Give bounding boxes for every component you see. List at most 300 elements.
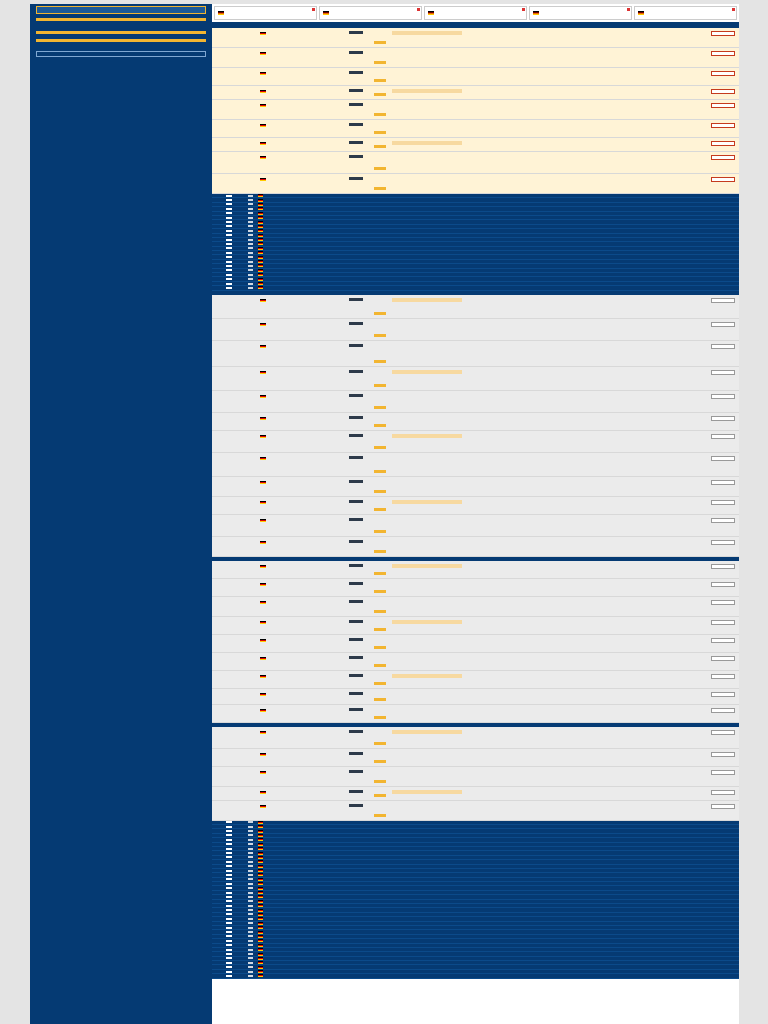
flag-icon (258, 922, 263, 925)
flag-icon (260, 675, 266, 678)
flag-icon (258, 830, 263, 833)
tip-badge (374, 716, 386, 719)
match-row[interactable] (212, 295, 739, 319)
count-badge (226, 909, 232, 911)
flag-icon (258, 944, 263, 947)
count-badge (226, 843, 232, 845)
flag-icon (258, 953, 263, 956)
bet-button[interactable] (711, 752, 735, 757)
count-badge (248, 199, 253, 201)
flag-icon (258, 838, 263, 841)
bet-button[interactable] (711, 177, 735, 182)
count-badge (226, 217, 232, 219)
match-row[interactable] (212, 120, 739, 138)
flag-icon (260, 90, 266, 93)
match-badge (349, 804, 363, 807)
match-row[interactable] (212, 671, 739, 689)
flag-icon (260, 299, 266, 302)
count-badge (226, 283, 232, 285)
match-row[interactable] (212, 477, 739, 497)
flag-icon (258, 273, 263, 276)
flag-icon (260, 583, 266, 586)
flag-icon (260, 791, 266, 794)
tip-badge (374, 742, 386, 745)
count-badge (248, 971, 253, 973)
flag-icon (260, 178, 266, 181)
tip-badge (374, 312, 386, 315)
bet-button[interactable] (711, 730, 735, 735)
flag-icon (258, 251, 263, 254)
count-badge (226, 878, 232, 880)
flag-icon (260, 371, 266, 374)
count-badge (248, 243, 253, 245)
flag-icon (260, 104, 266, 107)
flag-icon (258, 212, 263, 215)
match-row[interactable] (212, 689, 739, 705)
count-badge (248, 905, 253, 907)
count-badge (226, 896, 232, 898)
tip-badge (374, 187, 386, 190)
tip-badge (374, 424, 386, 427)
match-badge (349, 656, 363, 659)
count-badge (248, 239, 253, 241)
tip-badge (374, 93, 386, 96)
count-badge (226, 892, 232, 894)
flag-icon (258, 904, 263, 907)
flag-icon (258, 948, 263, 951)
match-row[interactable] (212, 561, 739, 579)
match-badge (349, 434, 363, 437)
flag-icon (258, 843, 263, 846)
count-badge (248, 225, 253, 227)
count-badge (226, 287, 232, 289)
flag-icon (258, 264, 263, 267)
match-badge (349, 708, 363, 711)
match-row[interactable] (212, 767, 739, 787)
bet-button[interactable] (711, 394, 735, 399)
bet-button[interactable] (711, 518, 735, 523)
tip-badge (374, 113, 386, 116)
match-badge (349, 155, 363, 158)
tip-badge (374, 572, 386, 575)
flag-icon (258, 203, 263, 206)
count-badge (248, 274, 253, 276)
search-input[interactable] (36, 6, 206, 14)
count-badge (248, 874, 253, 876)
bet-button[interactable] (711, 804, 735, 809)
count-badge (226, 826, 232, 828)
flag-icon (260, 142, 266, 145)
bet-button[interactable] (711, 500, 735, 505)
bet-button[interactable] (711, 480, 735, 485)
flag-icon (258, 878, 263, 881)
flag-icon (258, 221, 263, 224)
count-badge (248, 931, 253, 933)
count-badge (248, 843, 253, 845)
count-badge (226, 905, 232, 907)
count-badge (248, 278, 253, 280)
flag-icon (258, 269, 263, 272)
flag-icon (258, 256, 263, 259)
bet-button[interactable] (711, 708, 735, 713)
bookmaker-card[interactable] (634, 6, 737, 20)
match-badge (349, 123, 363, 126)
flag-icon (258, 286, 263, 289)
flag-icon (258, 216, 263, 219)
match-badge (349, 600, 363, 603)
match-badge (349, 790, 363, 793)
flag-icon (258, 834, 263, 837)
flag-icon (260, 395, 266, 398)
count-badge (226, 887, 232, 889)
count-badge (248, 892, 253, 894)
count-badge (248, 940, 253, 942)
match-row[interactable] (212, 86, 739, 100)
count-badge (226, 870, 232, 872)
league-list (212, 821, 739, 979)
match-row[interactable] (212, 319, 739, 341)
count-badge (248, 909, 253, 911)
tip-badge (374, 698, 386, 701)
tip-badge (374, 646, 386, 649)
flag-icon (258, 939, 263, 942)
close-icon[interactable] (522, 8, 525, 11)
bet-button[interactable] (711, 344, 735, 349)
count-badge (248, 269, 253, 271)
flag-icon (258, 926, 263, 929)
flag-icon (260, 323, 266, 326)
match-badge (349, 71, 363, 74)
count-badge (248, 265, 253, 267)
count-badge (226, 927, 232, 929)
tip-badge (374, 814, 386, 817)
match-row[interactable] (212, 453, 739, 477)
bet-button[interactable] (711, 123, 735, 128)
match-badge (349, 370, 363, 373)
count-badge (226, 953, 232, 955)
flag-icon (260, 753, 266, 756)
match-badge (349, 500, 363, 503)
bookmaker-bar (212, 4, 739, 24)
close-icon[interactable] (627, 8, 630, 11)
count-badge (248, 830, 253, 832)
flag-icon (258, 865, 263, 868)
bet-button[interactable] (711, 582, 735, 587)
sidebar-divider (36, 18, 206, 21)
bet-button[interactable] (711, 155, 735, 160)
flag-icon (258, 282, 263, 285)
count-badge (248, 927, 253, 929)
match-badge (349, 177, 363, 180)
count-badge (226, 944, 232, 946)
count-badge (226, 852, 232, 854)
flag-icon (260, 457, 266, 460)
match-row[interactable] (212, 341, 739, 367)
match-row[interactable] (212, 497, 739, 515)
tip-badge (374, 490, 386, 493)
flag-icon (260, 72, 266, 75)
match-row[interactable] (212, 68, 739, 86)
count-badge (226, 265, 232, 267)
tip-badge (374, 780, 386, 783)
bet-button[interactable] (711, 322, 735, 327)
count-badge (226, 234, 232, 236)
count-badge (226, 900, 232, 902)
match-row[interactable] (212, 138, 739, 152)
bet-button[interactable] (711, 692, 735, 697)
match-badge (349, 692, 363, 695)
bet-button[interactable] (711, 416, 735, 421)
match-row[interactable] (212, 413, 739, 431)
count-badge (248, 826, 253, 828)
count-badge (226, 834, 232, 836)
match-row[interactable] (212, 705, 739, 723)
count-badge (248, 221, 253, 223)
flag-icon (260, 639, 266, 642)
count-badge (226, 962, 232, 964)
count-badge (226, 935, 232, 937)
flag-icon (260, 805, 266, 808)
match-badge (349, 674, 363, 677)
flag-icon (260, 417, 266, 420)
bet-button[interactable] (711, 770, 735, 775)
match-row[interactable] (212, 515, 739, 537)
flag-icon (258, 900, 263, 903)
count-badge (248, 212, 253, 214)
flag-icon (258, 860, 263, 863)
bet-button[interactable] (711, 790, 735, 795)
count-badge (248, 962, 253, 964)
tip-badge (374, 530, 386, 533)
flag-icon (258, 247, 263, 250)
count-badge (226, 252, 232, 254)
bet-button[interactable] (711, 298, 735, 303)
flag-icon (258, 856, 263, 859)
match-row[interactable] (212, 48, 739, 68)
tip-badge (374, 384, 386, 387)
odds-highlight (392, 674, 462, 678)
flag-icon (258, 238, 263, 241)
flag-icon (638, 11, 644, 15)
bet-button[interactable] (711, 456, 735, 461)
count-badge (226, 243, 232, 245)
bet-button[interactable] (711, 89, 735, 94)
count-badge (226, 256, 232, 258)
flag-icon (258, 234, 263, 237)
flag-icon (258, 194, 263, 197)
match-badge (349, 564, 363, 567)
count-badge (226, 865, 232, 867)
bookmaker-card[interactable] (529, 6, 632, 20)
flag-icon (258, 873, 263, 876)
odds-highlight (392, 500, 462, 504)
bet-button[interactable] (711, 600, 735, 605)
tip-badge (374, 406, 386, 409)
count-badge (248, 878, 253, 880)
flag-icon (258, 935, 263, 938)
match-row[interactable] (212, 100, 739, 120)
bookmaker-card[interactable] (319, 6, 422, 20)
match-row[interactable] (212, 787, 739, 801)
flag-icon (258, 242, 263, 245)
count-badge (226, 913, 232, 915)
count-badge (248, 861, 253, 863)
match-badge (349, 730, 363, 733)
match-row[interactable] (212, 801, 739, 821)
match-badge (349, 638, 363, 641)
match-row[interactable] (212, 152, 739, 174)
count-badge (248, 966, 253, 968)
count-badge (248, 922, 253, 924)
bet-button[interactable] (711, 434, 735, 439)
flag-icon (260, 481, 266, 484)
count-badge (248, 852, 253, 854)
tip-badge (374, 590, 386, 593)
flag-icon (258, 961, 263, 964)
count-badge (226, 261, 232, 263)
count-badge (226, 922, 232, 924)
count-badge (226, 848, 232, 850)
count-badge (248, 913, 253, 915)
count-badge (248, 856, 253, 858)
bet-button[interactable] (711, 71, 735, 76)
match-row[interactable] (212, 579, 739, 597)
bet-button[interactable] (711, 674, 735, 679)
sidebar-divider (36, 31, 206, 34)
flag-icon (258, 229, 263, 232)
match-badge (349, 344, 363, 347)
match-row[interactable] (212, 727, 739, 749)
count-badge (248, 975, 253, 977)
flag-icon (260, 519, 266, 522)
close-icon[interactable] (312, 8, 315, 11)
match-badge (349, 456, 363, 459)
count-badge (248, 208, 253, 210)
odds-highlight (392, 370, 462, 374)
close-icon[interactable] (732, 8, 735, 11)
bet-button[interactable] (711, 564, 735, 569)
count-badge (226, 203, 232, 205)
count-badge (226, 931, 232, 933)
odds-highlight (392, 298, 462, 302)
tip-badge (374, 145, 386, 148)
tip-badge (374, 682, 386, 685)
league-row[interactable] (212, 974, 739, 978)
odds-highlight (392, 620, 462, 624)
count-badge (226, 278, 232, 280)
flag-icon (260, 124, 266, 127)
match-row[interactable] (212, 28, 739, 48)
flag-icon (258, 931, 263, 934)
count-badge (248, 283, 253, 285)
count-badge (248, 234, 253, 236)
count-badge (248, 261, 253, 263)
match-row[interactable] (212, 431, 739, 453)
flag-icon (258, 887, 263, 890)
count-badge (248, 839, 253, 841)
match-badge (349, 770, 363, 773)
match-row[interactable] (212, 617, 739, 635)
league-list (212, 194, 739, 291)
flag-icon (258, 974, 263, 977)
flag-icon (260, 657, 266, 660)
tip-badge (374, 794, 386, 797)
match-row[interactable] (212, 537, 739, 557)
match-row[interactable] (212, 635, 739, 653)
sidebar-button[interactable] (36, 51, 206, 57)
flag-icon (533, 11, 539, 15)
bet-button[interactable] (711, 103, 735, 108)
count-badge (226, 918, 232, 920)
count-badge (248, 256, 253, 258)
flag-icon (258, 821, 263, 824)
bet-button[interactable] (711, 620, 735, 625)
match-row[interactable] (212, 653, 739, 671)
flag-icon (260, 541, 266, 544)
tip-badge (374, 79, 386, 82)
tip-badge (374, 167, 386, 170)
bookmaker-card[interactable] (424, 6, 527, 20)
close-icon[interactable] (417, 8, 420, 11)
tip-badge (374, 508, 386, 511)
match-badge (349, 298, 363, 301)
bet-button[interactable] (711, 31, 735, 36)
match-row[interactable] (212, 367, 739, 391)
count-badge (226, 208, 232, 210)
match-row[interactable] (212, 391, 739, 413)
bet-button[interactable] (711, 638, 735, 643)
odds-table (212, 24, 739, 979)
tip-badge (374, 610, 386, 613)
bet-button[interactable] (711, 540, 735, 545)
count-badge (226, 269, 232, 271)
count-badge (226, 839, 232, 841)
match-badge (349, 394, 363, 397)
flag-icon (260, 435, 266, 438)
match-badge (349, 620, 363, 623)
flag-icon (260, 693, 266, 696)
match-badge (349, 31, 363, 34)
flag-icon (258, 966, 263, 969)
flag-icon (258, 957, 263, 960)
tip-badge (374, 334, 386, 337)
tip-badge (374, 470, 386, 473)
bet-button[interactable] (711, 141, 735, 146)
count-badge (248, 935, 253, 937)
match-badge (349, 51, 363, 54)
odds-highlight (392, 434, 462, 438)
count-badge (226, 221, 232, 223)
tip-badge (374, 550, 386, 553)
odds-highlight (392, 89, 462, 93)
match-row[interactable] (212, 174, 739, 194)
match-row[interactable] (212, 749, 739, 767)
match-row[interactable] (212, 597, 739, 617)
bet-button[interactable] (711, 51, 735, 56)
bet-button[interactable] (711, 656, 735, 661)
match-badge (349, 416, 363, 419)
flag-icon (260, 565, 266, 568)
match-badge (349, 540, 363, 543)
flag-icon (260, 501, 266, 504)
count-badge (226, 212, 232, 214)
bet-button[interactable] (711, 370, 735, 375)
bookmaker-card[interactable] (214, 6, 317, 20)
flag-icon (260, 771, 266, 774)
flag-icon (258, 260, 263, 263)
count-badge (226, 940, 232, 942)
flag-icon (323, 11, 329, 15)
